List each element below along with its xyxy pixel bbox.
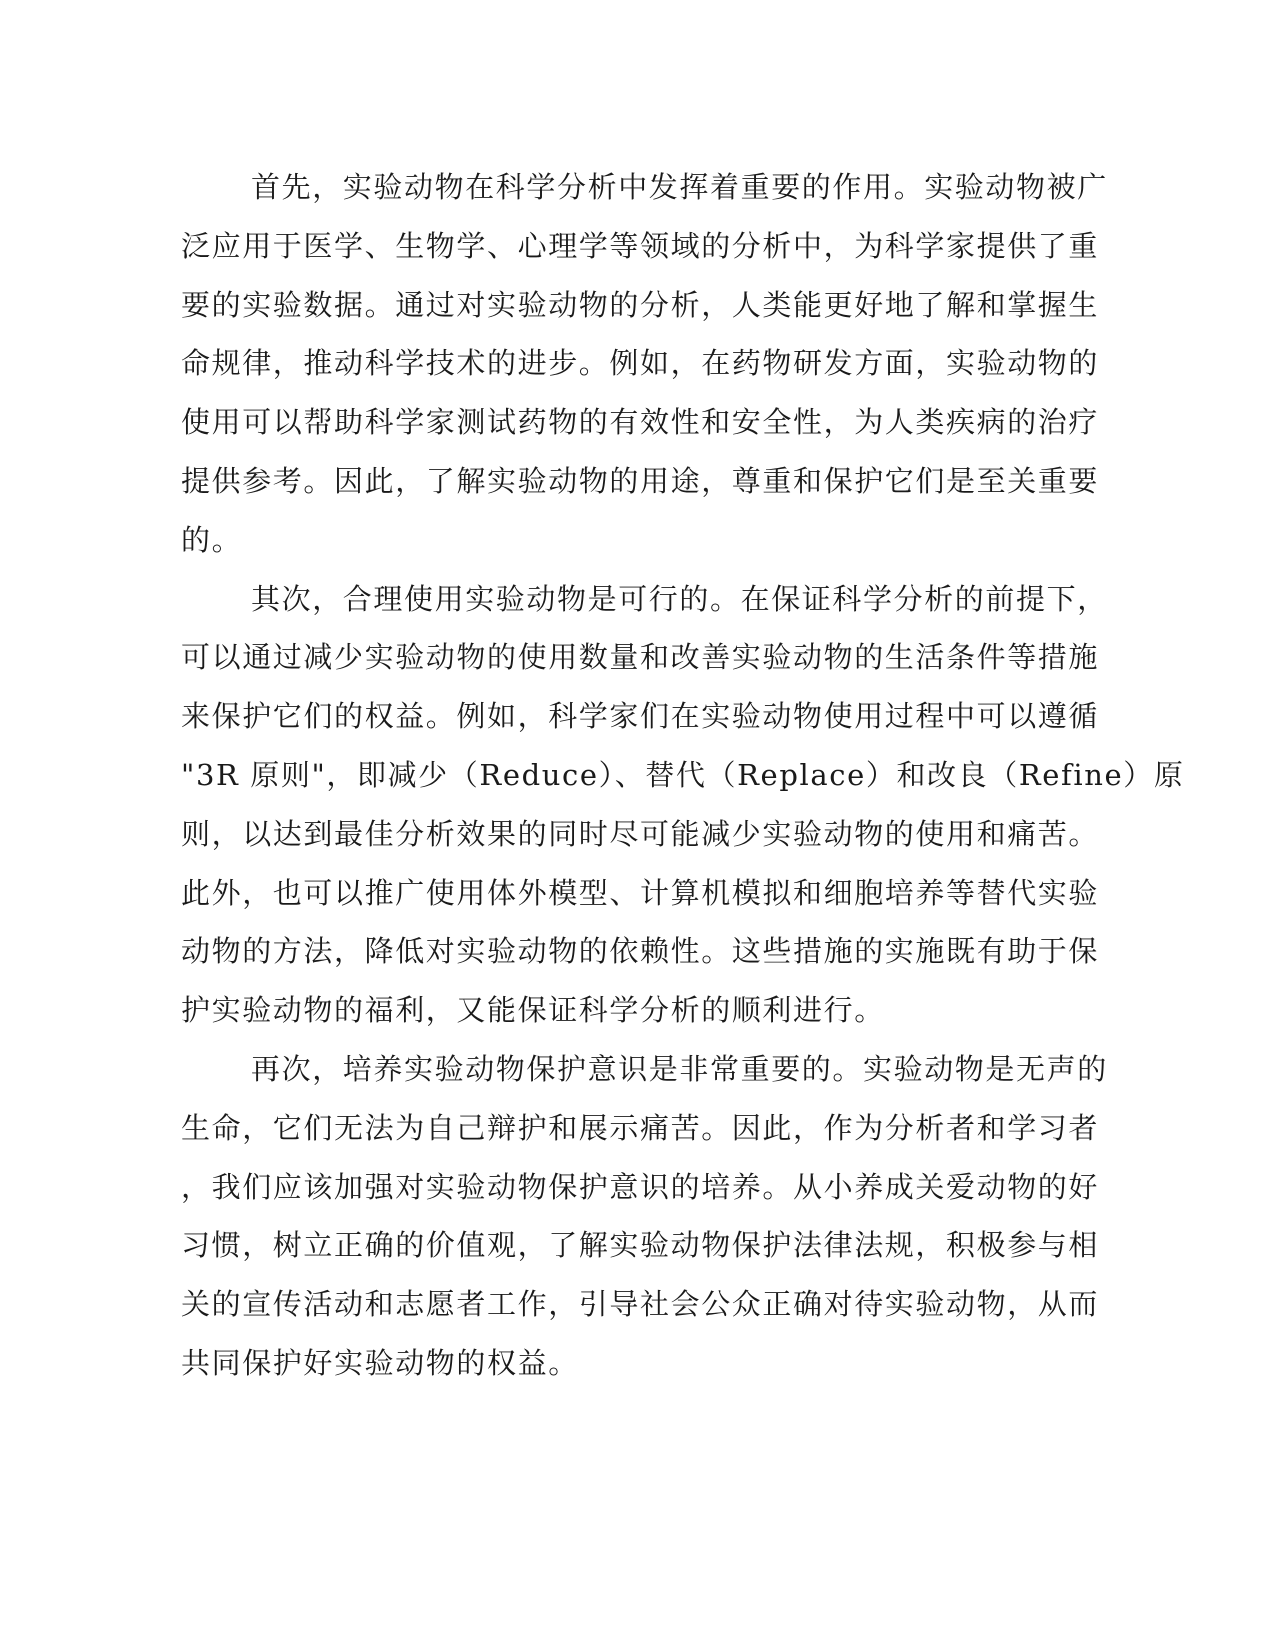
paragraph-2: [181, 570, 1185, 1040]
text-line: 此外，也可以推广使用体外模型、计算机模拟和细胞培养等替代实验: [181, 875, 1100, 910]
text-line: 则，以达到最佳分析效果的同时尽可能减少实验动物的使用和痛苦。: [181, 816, 1100, 851]
text-line: 其次，合理使用实验动物是可行的。在保证科学分析的前提下，: [251, 581, 1108, 616]
text-line: 要的实验数据。通过对实验动物的分析，人类能更好地了解和掌握生: [181, 287, 1100, 322]
text-line: 共同保护好实验动物的权益。: [181, 1345, 579, 1380]
paragraph-1: [181, 158, 1108, 570]
document-body: [181, 158, 1185, 1393]
text-line: 关的宣传活动和志愿者工作，引导社会公众正确对待实验动物，从而: [181, 1287, 1100, 1322]
text-line: 命规律，推动科学技术的进步。例如，在药物研发方面，实验动物的: [181, 346, 1100, 381]
text-line: 习惯，树立正确的价值观，了解实验动物保护法律法规，积极参与相: [181, 1228, 1100, 1263]
text-line: 护实验动物的福利，又能保证科学分析的顺利进行。: [181, 993, 885, 1028]
text-line: 再次，培养实验动物保护意识是非常重要的。实验动物是无声的: [251, 1051, 1108, 1086]
text-line: 泛应用于医学、生物学、心理学等领域的分析中，为科学家提供了重: [181, 228, 1100, 263]
text-line: 生命，它们无法为自己辩护和展示痛苦。因此，作为分析者和学习者: [181, 1110, 1100, 1145]
text-line: ，我们应该加强对实验动物保护意识的培养。从小养成关爱动物的好: [181, 1169, 1100, 1204]
text-line: 使用可以帮助科学家测试药物的有效性和安全性，为人类疾病的治疗: [181, 405, 1100, 440]
text-line: 来保护它们的权益。例如，科学家们在实验动物使用过程中可以遵循: [181, 699, 1100, 734]
text-line: 动物的方法，降低对实验动物的依赖性。这些措施的实施既有助于保: [181, 934, 1100, 969]
text-line: 提供参考。因此，了解实验动物的用途，尊重和保护它们是至关重要: [181, 463, 1100, 498]
text-line: "3R 原则"，即减少（Reduce）、替代（Replace）和改良（Refine）原: [181, 757, 1185, 792]
text-line: 的。: [181, 522, 243, 557]
text-line: 可以通过减少实验动物的使用数量和改善实验动物的生活条件等措施: [181, 640, 1100, 675]
paragraph-3: [181, 1040, 1108, 1393]
text-line: 首先，实验动物在科学分析中发挥着重要的作用。实验动物被广: [251, 170, 1108, 204]
